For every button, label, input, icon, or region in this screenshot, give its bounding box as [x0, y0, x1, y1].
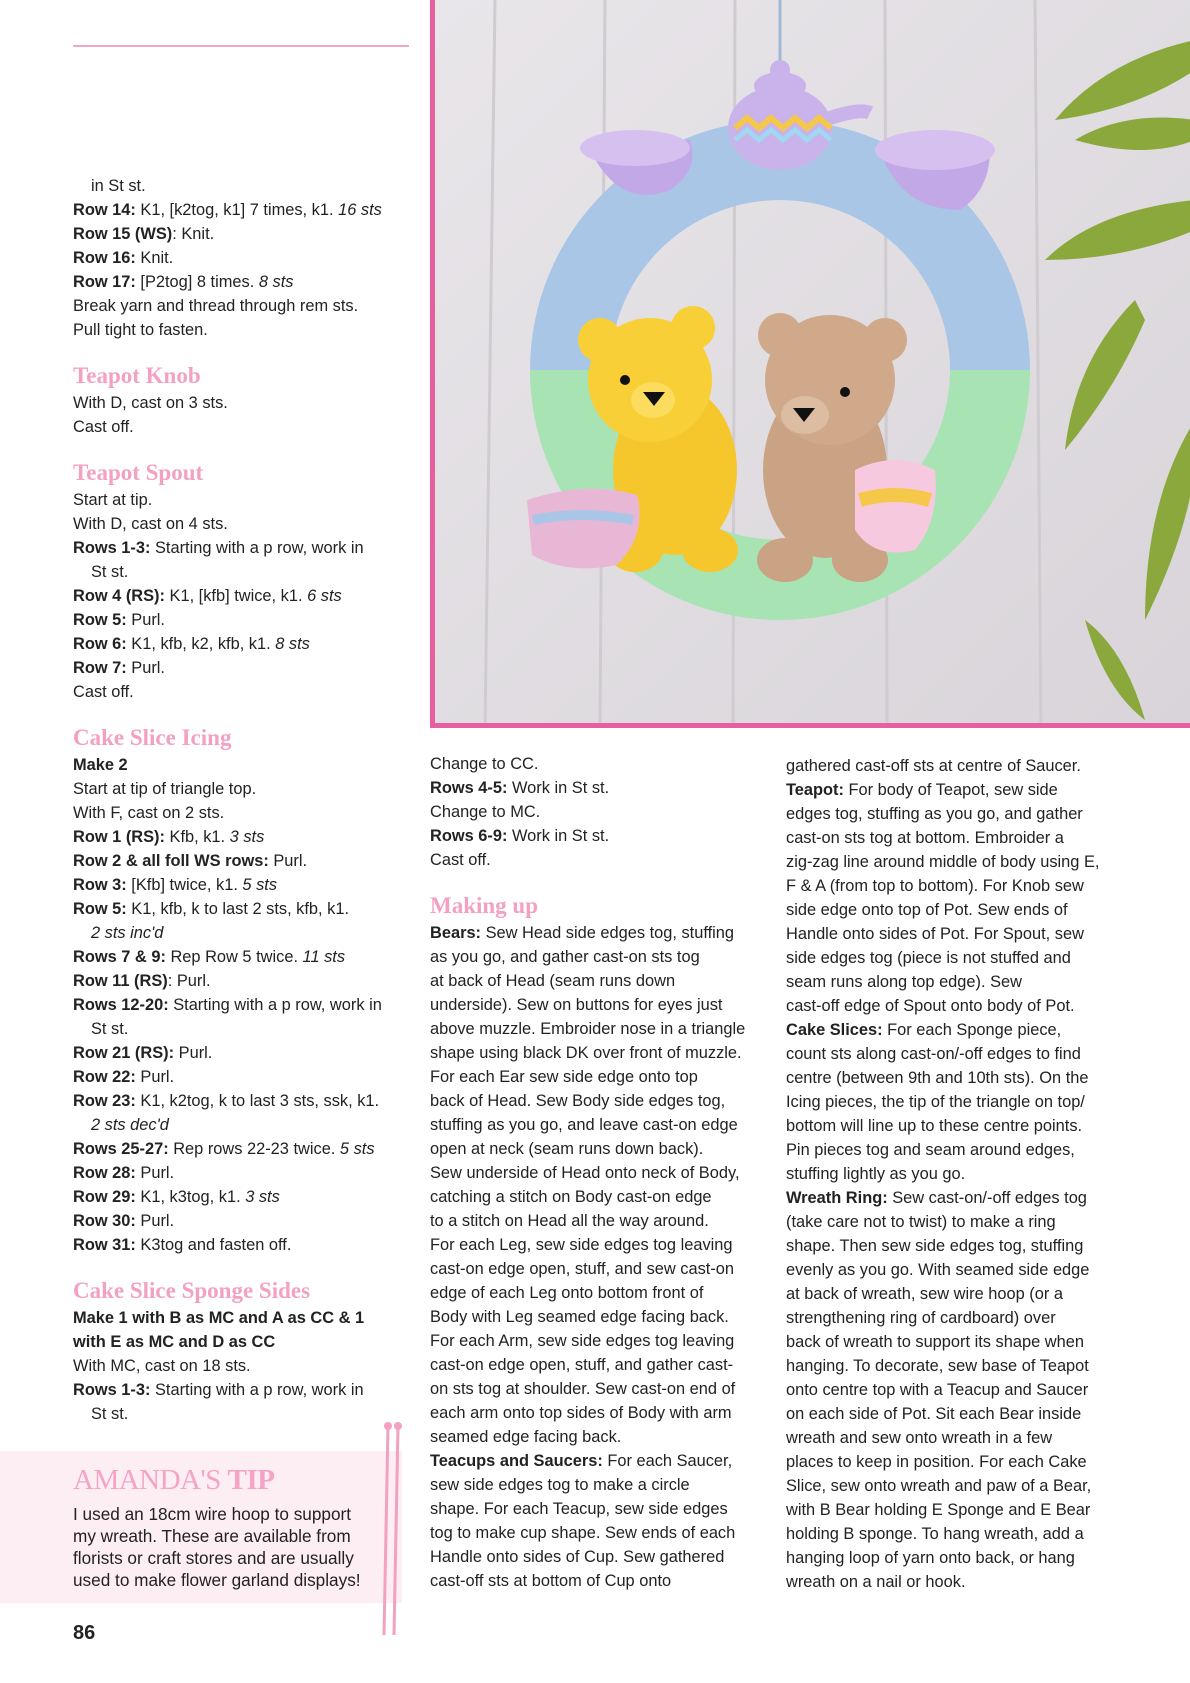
text-line: onto centre top with a Teacup and Saucer	[786, 1381, 1089, 1399]
text-line: seamed edge facing back.	[430, 1428, 622, 1446]
heading-teapot-knob: Teapot Knob	[73, 363, 201, 388]
text-line: florists or craft stores and are usually	[73, 1548, 354, 1568]
text-line: Body with Leg seamed edge facing back.	[430, 1308, 729, 1326]
text-line: cast-off sts at bottom of Cup onto	[430, 1572, 672, 1590]
text-line: stuffing lightly as you go.	[786, 1165, 966, 1183]
text-line: open at neck (seam runs down back).	[430, 1140, 704, 1158]
text-line: Cast off.	[73, 683, 134, 701]
header-rule-left	[73, 45, 409, 47]
text-line: shape using black DK over front of muzzle.	[430, 1044, 742, 1062]
row-15: Row 15 (WS): Knit.	[73, 225, 215, 243]
text-line: above muzzle. Embroider nose in a triangle	[430, 1020, 746, 1038]
text-line: Cast off.	[73, 418, 134, 436]
icing-row-29: Row 29: K1, k3tog, k1. 3 sts	[73, 1188, 280, 1206]
text-line: F & A (from top to bottom). For Knob sew	[786, 877, 1084, 895]
sponge-rows-1-3: Rows 1-3: Starting with a p row, work in	[73, 1381, 364, 1399]
icing-row-28: Row 28: Purl.	[73, 1164, 175, 1182]
text-line: seam runs along top edge). Sew	[786, 973, 1022, 991]
column-2	[430, 752, 770, 1593]
icing-rows-12-20: Rows 12-20: Starting with a p row, work in	[73, 996, 382, 1014]
text-line: sew side edges tog to make a circle	[430, 1476, 690, 1494]
text-line: Cast off.	[430, 851, 491, 869]
text-line: Slice, sew onto wreath and paw of a Bear,	[786, 1477, 1092, 1495]
row-16: Row 16: Knit.	[73, 249, 174, 267]
text-line: cast-on edge open, stuff, and gather cast-	[430, 1356, 734, 1374]
rows-4-5: Rows 4-5: Work in St st.	[430, 779, 610, 797]
icing-row-11: Row 11 (RS): Purl.	[73, 972, 211, 990]
text-line: centre (between 9th and 10th sts). On the	[786, 1069, 1089, 1087]
text-line: Make 2	[73, 756, 128, 774]
text-line: Handle onto sides of Cup. Sew gathered	[430, 1548, 725, 1566]
text-line: shape. Then sew side edges tog, stuffing	[786, 1237, 1084, 1255]
knitting-needles-icon	[380, 1420, 410, 1640]
text-line: 2 sts dec'd	[91, 1116, 169, 1134]
heading-cake-slice-sponge-sides: Cake Slice Sponge Sides	[73, 1278, 311, 1303]
text-line: my wreath. These are available from	[73, 1526, 351, 1546]
text-line: underside). Sew on buttons for eyes just	[430, 996, 723, 1014]
icing-row-5: Row 5: K1, kfb, k to last 2 sts, kfb, k1.	[73, 900, 350, 918]
text-line: evenly as you go. With seamed side edge	[786, 1261, 1090, 1279]
rows-6-9: Rows 6-9: Work in St st.	[430, 827, 610, 845]
text-line: count sts along cast-on/-off edges to find	[786, 1045, 1081, 1063]
text-line: I used an 18cm wire hoop to support	[73, 1504, 352, 1524]
text-line: Teapot: For body of Teapot, sew side	[786, 781, 1058, 799]
tip-text	[73, 1503, 393, 1591]
text-line: For each Ear sew side edge onto top	[430, 1068, 698, 1086]
text-line: 2 sts inc'd	[91, 924, 164, 942]
text-line: at back of Head (seam runs down	[430, 972, 676, 990]
text-line: stuffing as you go, and leave cast-on edge	[430, 1116, 738, 1134]
heading-cake-slice-icing: Cake Slice Icing	[73, 725, 232, 750]
spout-row-4: Row 4 (RS): K1, [kfb] twice, k1. 6 sts	[73, 587, 342, 605]
text-line: Icing pieces, the tip of the triangle on top/	[786, 1093, 1085, 1111]
icing-rows-25-27: Rows 25-27: Rep rows 22-23 twice. 5 sts	[73, 1140, 375, 1158]
text-line: with E as MC and D as CC	[73, 1333, 276, 1351]
text-line: strengthening ring of cardboard) over	[786, 1309, 1056, 1327]
cake-slice-left-icon	[527, 489, 640, 569]
text-line: With F, cast on 2 sts.	[73, 804, 225, 822]
text-line: catching a stitch on Body cast-on edge	[430, 1188, 712, 1206]
text-line: Pin pieces tog and seam around edges,	[786, 1141, 1075, 1159]
text-line: hanging. To decorate, sew base of Teapot	[786, 1357, 1089, 1375]
column-1	[73, 174, 413, 1426]
text-line: each arm onto top sides of Body with arm	[430, 1404, 732, 1422]
text-line: back of Head. Sew Body side edges tog,	[430, 1092, 726, 1110]
text-line: St st.	[91, 1405, 129, 1423]
text-line: Start at tip.	[73, 491, 153, 509]
text-line: in St st.	[91, 177, 146, 195]
page-number: 86	[73, 1622, 96, 1644]
text-line: on each side of Pot. Sit each Bear inside	[786, 1405, 1082, 1423]
text-line: Start at tip of triangle top.	[73, 780, 257, 798]
column-3	[786, 754, 1124, 1594]
icing-row-3: Row 3: [Kfb] twice, k1. 5 sts	[73, 876, 278, 894]
text-line: With MC, cast on 18 sts.	[73, 1357, 251, 1375]
spout-row-7: Row 7: Purl.	[73, 659, 165, 677]
text-line: shape. For each Teacup, sew side edges	[430, 1500, 728, 1518]
text-line: bottom will line up to these centre points.	[786, 1117, 1083, 1135]
icing-row-22: Row 22: Purl.	[73, 1068, 175, 1086]
text-line: gathered cast-off sts at centre of Saucer.	[786, 757, 1081, 775]
text-line: zig-zag line around middle of body using E,	[786, 853, 1100, 871]
text-line: to a stitch on Head all the way around.	[430, 1212, 709, 1230]
spout-rows-1-3: Rows 1-3: Starting with a p row, work in	[73, 539, 364, 557]
text-line: side edge onto top of Pot. Sew ends of	[786, 901, 1068, 919]
text-line: on sts tog at shoulder. Sew cast-on end of	[430, 1380, 736, 1398]
text-line: wreath and sew onto wreath in a few	[786, 1429, 1053, 1447]
text-line: edge of each Leg onto bottom front of	[430, 1284, 704, 1302]
text-line: For each Leg, sew side edges tog leaving	[430, 1236, 733, 1254]
text-line: St st.	[91, 563, 129, 581]
heading-teapot-spout: Teapot Spout	[73, 460, 204, 485]
icing-rows-7-9: Rows 7 & 9: Rep Row 5 twice. 11 sts	[73, 948, 346, 966]
text-line: Break yarn and thread through rem sts.	[73, 297, 359, 315]
text-line: cast-on edge open, stuff, and sew cast-on	[430, 1260, 735, 1278]
text-line: edges tog, stuffing as you go, and gather	[786, 805, 1083, 823]
row-17: Row 17: [P2tog] 8 times. 8 sts	[73, 273, 294, 291]
text-line: Wreath Ring: Sew cast-on/-off edges tog	[786, 1189, 1087, 1207]
icing-row-1: Row 1 (RS): Kfb, k1. 3 sts	[73, 828, 265, 846]
tip-title: AMANDA'S TIP	[73, 1464, 275, 1496]
text-line: For each Arm, sew side edges tog leaving	[430, 1332, 735, 1350]
text-line: St st.	[91, 1020, 129, 1038]
text-line: Change to CC.	[430, 755, 539, 773]
text-line: holding B sponge. To hang wreath, add a	[786, 1525, 1084, 1543]
text-line: Handle onto sides of Pot. For Spout, sew	[786, 925, 1084, 943]
text-line: cast-off edge of Spout onto body of Pot.	[786, 997, 1075, 1015]
text-line: side edges tog (piece is not stuffed and	[786, 949, 1071, 967]
text-line: as you go, and gather cast-on sts tog	[430, 948, 700, 966]
text-line: Change to MC.	[430, 803, 541, 821]
icing-row-2: Row 2 & all foll WS rows: Purl.	[73, 852, 308, 870]
text-line: at back of wreath, sew wire hoop (or a	[786, 1285, 1063, 1303]
text-line: places to keep in position. For each Cake	[786, 1453, 1087, 1471]
text-line: tog to make cup shape. Sew ends of each	[430, 1524, 736, 1542]
text-line: used to make flower garland displays!	[73, 1570, 361, 1590]
text-line: With D, cast on 3 sts.	[73, 394, 228, 412]
text-line: wreath on a nail or hook.	[786, 1573, 966, 1591]
icing-row-23: Row 23: K1, k2tog, k to last 3 sts, ssk, k1.	[73, 1092, 380, 1110]
icing-row-30: Row 30: Purl.	[73, 1212, 175, 1230]
text-line: hanging loop of yarn onto back, or hang	[786, 1549, 1075, 1567]
row-14: Row 14: K1, [k2tog, k1] 7 times, k1. 16 sts	[73, 201, 382, 219]
heading-making-up: Making up	[430, 893, 539, 918]
icing-row-21: Row 21 (RS): Purl.	[73, 1044, 213, 1062]
spout-row-5: Row 5: Purl.	[73, 611, 165, 629]
wreath-illustration	[435, 0, 1190, 728]
text-line: Bears: Sew Head side edges tog, stuffing	[430, 924, 735, 942]
text-line: Sew underside of Head onto neck of Body,	[430, 1164, 740, 1182]
text-line: Pull tight to fasten.	[73, 321, 208, 339]
icing-row-31: Row 31: K3tog and fasten off.	[73, 1236, 292, 1254]
text-line: Teacups and Saucers: For each Saucer,	[430, 1452, 733, 1470]
text-line: with B Bear holding E Sponge and E Bear	[786, 1501, 1091, 1519]
text-line: (take care not to twist) to make a ring	[786, 1213, 1056, 1231]
text-line: back of wreath to support its shape when	[786, 1333, 1084, 1351]
text-line: cast-on sts tog at bottom. Embroider a	[786, 829, 1064, 847]
text-line: Cake Slices: For each Sponge piece,	[786, 1021, 1062, 1039]
text-line: With D, cast on 4 sts.	[73, 515, 228, 533]
spout-row-6: Row 6: K1, kfb, k2, kfb, k1. 8 sts	[73, 635, 310, 653]
text-line: Make 1 with B as MC and A as CC & 1	[73, 1309, 365, 1327]
wreath-photo	[430, 0, 1190, 728]
